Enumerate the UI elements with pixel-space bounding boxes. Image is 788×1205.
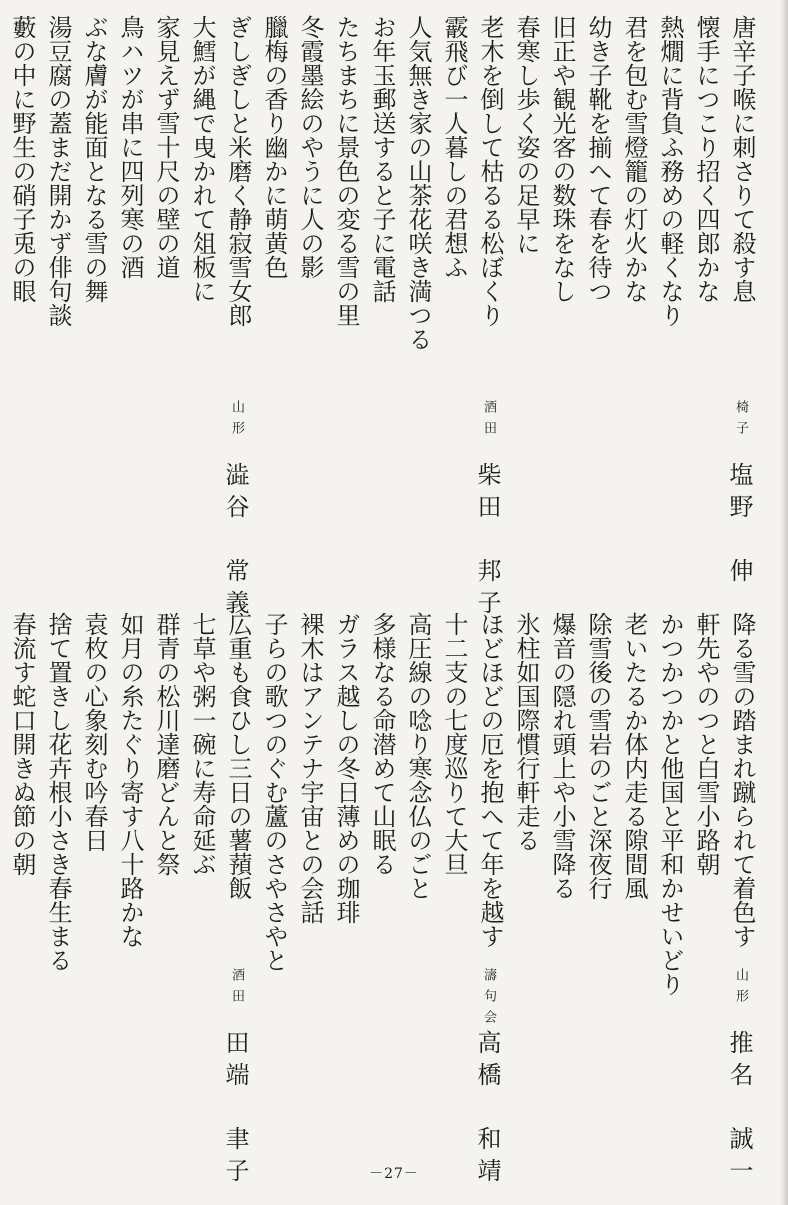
haiku-line: 多様なる命潜めて山眠る: [368, 612, 396, 876]
haiku-line: 軒先やのつと白雪小路朝: [692, 612, 720, 876]
haiku-line: 広重も食ひし三日の薯蕷飯: [224, 612, 252, 900]
haiku-line: 春流す蛇口開きぬ節の朝: [8, 612, 36, 876]
haiku-line: 降る雪の踏まれ蹴られて着色す: [728, 612, 756, 948]
haiku-line: 老木を倒して枯るる松ぼくり: [476, 15, 504, 327]
page-number: －27－: [369, 1166, 419, 1182]
haiku-line: 冬霞墨絵のやうに人の影: [296, 15, 324, 279]
author-location: 椅子: [733, 400, 748, 442]
haiku-line: 幼き子靴を揃へて春を待つ: [584, 15, 612, 303]
haiku-line: 群青の松川達磨どんと祭: [152, 612, 180, 876]
haiku-line: 爆音の隠れ頭上や小雪降る: [548, 612, 576, 900]
haiku-line: たちまちに景色の変る雪の里: [332, 15, 360, 327]
haiku-line: ぎしぎしと米磨く静寂雪女郎: [224, 15, 252, 327]
haiku-line: 袁枚の心象刻む吟春日: [80, 612, 108, 852]
author-name: 高橋 和靖: [473, 1030, 501, 1190]
haiku-line: 老いたるか体内走る隙間風: [620, 612, 648, 900]
haiku-line: 七草や粥一碗に寿命延ぶ: [188, 612, 216, 876]
author-location: 濤句会: [481, 968, 496, 1031]
haiku-line: 君を包む雪燈籠の灯火かな: [620, 15, 648, 303]
author-location: 山形: [229, 400, 244, 442]
haiku-line: 唐辛子喉に刺さりて殺す息: [728, 15, 756, 303]
haiku-line: 熱燗に背負ふ務めの軽くなり: [656, 15, 684, 327]
haiku-line: 氷柱如国際慣行軒走る: [512, 612, 540, 852]
haiku-line: お年玉郵送すると子に電話: [368, 15, 396, 303]
haiku-line: 人気無き家の山茶花咲き満つる: [404, 15, 432, 351]
haiku-line: 湯豆腐の蓋まだ開かず俳句談: [44, 15, 72, 327]
haiku-line: 高圧線の唸り寒念仏のごと: [404, 612, 432, 900]
author-location: 酒田: [229, 968, 244, 1010]
haiku-line: かつかつかと他国と平和かせいどり: [656, 612, 684, 996]
page-edge-shadow: [780, 0, 788, 1205]
haiku-line: 捨て置きし花卉根小さき春生まる: [44, 612, 72, 972]
haiku-line: 懐手につこり招く四郎かな: [692, 15, 720, 303]
haiku-line: 臘梅の香り幽かに萌黄色: [260, 15, 288, 279]
author-location: 酒田: [481, 400, 496, 442]
author-name: 推名 誠一: [725, 1030, 753, 1190]
haiku-line: 裸木はアンテナ宇宙との会話: [296, 612, 324, 924]
haiku-line: 旧正や観光客の数珠をなし: [548, 15, 576, 303]
haiku-line: 除雪後の雪岩のごと深夜行: [584, 612, 612, 900]
haiku-line: 霰飛び一人暮しの君想ふ: [440, 15, 468, 279]
author-name: 田端 聿子: [221, 1030, 249, 1190]
author-name: 澁谷 常義: [221, 462, 249, 622]
haiku-line: 鳥ハツが串に四列寒の酒: [116, 15, 144, 279]
haiku-line: ガラス越しの冬日薄めの珈琲: [332, 612, 360, 924]
haiku-line: 子らの歌つのぐむ蘆のさやさやと: [260, 612, 288, 972]
author-location: 山形: [733, 968, 748, 1010]
author-name: 塩野 伸: [725, 462, 753, 590]
haiku-line: 家見えず雪十尺の壁の道: [152, 15, 180, 279]
haiku-line: 如月の糸たぐり寄す八十路かな: [116, 612, 144, 948]
author-name: 柴田 邦子: [473, 462, 501, 622]
haiku-line: 大鱈が縄で曳かれて俎板に: [188, 15, 216, 303]
haiku-line: ほどほどの厄を抱へて年を越す: [476, 612, 504, 948]
haiku-line: 十二支の七度巡りて大旦: [440, 612, 468, 876]
haiku-line: 藪の中に野生の硝子兎の眼: [8, 15, 36, 303]
haiku-line: 春寒し歩く姿の足早に: [512, 15, 540, 255]
haiku-line: ぶな膚が能面となる雪の舞: [80, 15, 108, 303]
